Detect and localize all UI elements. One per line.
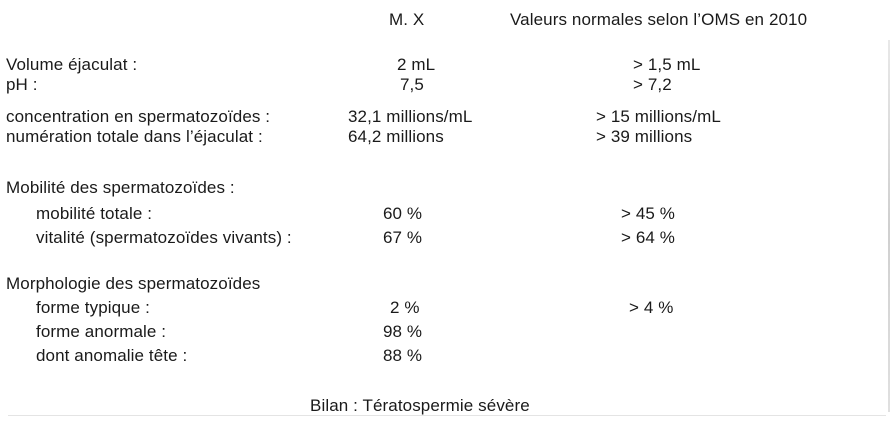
row-normal-value: > 15 millions/mL	[596, 107, 721, 126]
row-normal-value: > 1,5 mL	[633, 55, 701, 74]
row-label: forme anormale :	[36, 322, 167, 341]
reference-column-header: Valeurs normales selon l’OMS en 2010	[510, 10, 808, 29]
row-value: 60 %	[383, 204, 423, 223]
row-value: 2 mL	[397, 55, 436, 74]
conclusion-text: Bilan : Tératospermie sévère	[310, 396, 530, 415]
scan-edge-bottom	[8, 415, 886, 416]
row-normal-value: > 7,2	[633, 75, 672, 94]
row-label: vitalité (spermatozoïdes vivants) :	[36, 228, 292, 247]
row-value: 2 %	[390, 298, 420, 317]
row-value: 88 %	[383, 346, 423, 365]
row-normal-value: > 64 %	[621, 228, 675, 247]
row-label: Volume éjaculat :	[6, 55, 138, 74]
row-label: concentration en spermatozoïdes :	[6, 107, 271, 126]
row-normal-value: > 4 %	[629, 298, 674, 317]
row-value: 32,1 millions/mL	[348, 107, 473, 126]
row-label: mobilité totale :	[36, 204, 153, 223]
row-normal-value: > 45 %	[621, 204, 675, 223]
row-label: pH :	[6, 75, 38, 94]
row-normal-value: > 39 millions	[596, 127, 693, 146]
row-label: dont anomalie tête :	[36, 346, 188, 365]
scan-edge-right	[888, 40, 890, 412]
row-value: 64,2 millions	[348, 127, 444, 146]
row-label: numération totale dans l’éjaculat :	[6, 127, 263, 146]
row-value: 7,5	[400, 75, 424, 94]
morphology-section-title: Morphologie des spermatozoïdes	[6, 274, 261, 293]
row-value: 98 %	[383, 322, 423, 341]
row-label: forme typique :	[36, 298, 150, 317]
patient-column-header: M. X	[389, 10, 425, 29]
mobility-section-title: Mobilité des spermatozoïdes :	[6, 178, 235, 197]
row-value: 67 %	[383, 228, 423, 247]
